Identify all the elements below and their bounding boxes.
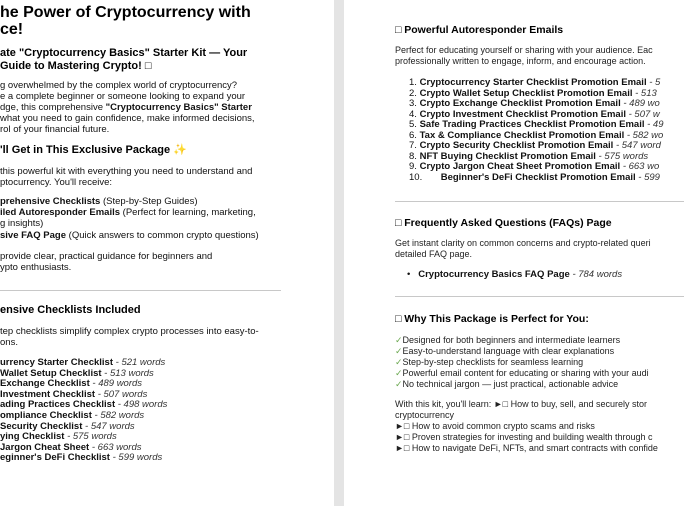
check-icon: ✓: [395, 335, 403, 345]
learn-line: With this kit, you'll learn: ►□ How to buy, sell, and securely stor: [395, 399, 647, 409]
document-page-right: [344, 0, 684, 506]
page-gap: [334, 0, 344, 506]
checklist-item: ading Practices Checklist - 498 words: [0, 399, 168, 411]
why-item: ✓Easy-to-understand language with clear explanations: [395, 346, 615, 356]
checklist-item: eginner's DeFi Checklist - 599 words: [0, 452, 163, 464]
page-title-line-2: ce!: [0, 21, 24, 38]
email-item: 5. Safe Trading Practices Checklist Promotion Email - 49: [409, 119, 664, 130]
receive-item: g insights): [0, 218, 44, 229]
subtitle-line-2: Guide to Mastering Crypto! □: [0, 60, 152, 72]
page-title-line-1: he Power of Cryptocurrency with: [0, 4, 251, 21]
check-icon: ✓: [395, 346, 403, 356]
learn-line: ►□ How to avoid common crypto scams and risks: [395, 421, 595, 431]
email-item: 6. Tax & Compliance Checklist Promotion Email - 582 wo: [409, 129, 664, 141]
intro-bold-product: "Cryptocurrency Basics" Starter: [105, 102, 252, 113]
why-item: ✓Designed for both beginners and intermediate learners: [395, 335, 621, 345]
checklists-intro-line-1: tep checklists simplify complex crypto processes into easy-to-: [0, 326, 259, 337]
learn-line: ►□ How to navigate DeFi, NFTs, and smart contracts with confide: [395, 443, 658, 453]
document-page-left: [0, 0, 334, 506]
email-item: 3. Crypto Exchange Checklist Promotion Email - 489 wo: [409, 98, 660, 109]
package-intro-line-1: this powerful kit with everything you need to understand and: [0, 166, 253, 177]
emails-intro-line-2: professionally written to engage, inform, and encourage action.: [395, 56, 646, 66]
faq-intro-line-1: Get instant clarity on common concerns and crypto-related queri: [395, 238, 651, 248]
checklist-item: Exchange Checklist - 489 words: [0, 378, 143, 390]
email-item: 9. Crypto Jargon Cheat Sheet Promotion Email - 663 wo: [409, 161, 660, 172]
why-item: ✓Powerful email content for educating or sharing with your audi: [395, 368, 649, 378]
learn-line: ►□ Proven strategies for investing and building wealth through c: [395, 432, 653, 442]
section-divider: [0, 290, 281, 291]
closing-line-1: provide clear, practical guidance for beginners and: [0, 251, 213, 262]
email-item: 1. Cryptocurrency Starter Checklist Promotion Email - 5: [409, 77, 661, 88]
emails-heading: □ Powerful Autoresponder Emails: [395, 24, 564, 36]
intro-line-4: what you need to gain confidence, make informed decisions,: [0, 113, 255, 124]
faq-intro-line-2: detailed FAQ page.: [395, 249, 473, 259]
section-divider: [395, 296, 684, 297]
email-item: 2. Crypto Wallet Setup Checklist Promotion Email - 513: [409, 87, 657, 99]
intro-line-1: g overwhelmed by the complex world of cryptocurrency?: [0, 80, 238, 91]
emails-intro-line-1: Perfect for educating yourself or sharing with your audience. Eac: [395, 45, 653, 55]
email-item: 10. Beginner's DeFi Checklist Promotion Email - 599: [409, 171, 660, 183]
why-item: ✓No technical jargon — just practical, actionable advice: [395, 379, 619, 389]
section-divider: [395, 201, 684, 202]
check-icon: ✓: [395, 368, 403, 378]
package-intro-line-2: ptocurrency. You'll receive:: [0, 177, 113, 188]
subtitle-line-1: ate "Cryptocurrency Basics" Starter Kit — Your: [0, 47, 248, 59]
checklist-item: Security Checklist - 547 words: [0, 420, 135, 432]
email-item: 8. NFT Buying Checklist Promotion Email - 575 words: [409, 150, 649, 162]
learn-line: cryptocurrency: [395, 410, 455, 420]
intro-line-2: e a complete beginner or someone looking to expand your: [0, 91, 246, 102]
intro-line-5: rol of your financial future.: [0, 124, 110, 135]
package-heading: 'll Get in This Exclusive Package ✨: [0, 144, 187, 156]
receive-item: prehensive Checklists (Step-by-Step Guides): [0, 196, 198, 207]
check-icon: ✓: [395, 379, 403, 389]
why-item: ✓Step-by-step checklists for seamless learning: [395, 357, 584, 367]
checklist-item: ompliance Checklist - 582 words: [0, 410, 145, 421]
intro-line-3: dge, this comprehensive "Cryptocurrency Basics" Starter: [0, 102, 252, 113]
receive-item: iled Autoresponder Emails (Perfect for learning, marketing,: [0, 207, 256, 218]
email-item: 7. Crypto Security Checklist Promotion Email - 547 word: [409, 140, 661, 151]
checklist-item: urrency Starter Checklist - 521 words: [0, 357, 166, 368]
closing-line-2: ypto enthusiasts.: [0, 262, 72, 273]
receive-item: sive FAQ Page (Quick answers to common crypto questions): [0, 230, 259, 241]
why-heading: □ Why This Package is Perfect for You:: [395, 313, 589, 325]
checklists-intro-line-2: ons.: [0, 337, 18, 348]
email-item: 4. Crypto Investment Checklist Promotion Email - 507 w: [409, 108, 660, 120]
faq-heading: □ Frequently Asked Questions (FAQs) Page: [395, 217, 612, 229]
checklist-item: Investment Checklist - 507 words: [0, 388, 148, 400]
checklist-item: Wallet Setup Checklist - 513 words: [0, 367, 154, 379]
faq-item: • Cryptocurrency Basics FAQ Page - 784 words: [407, 269, 623, 280]
checklists-heading: ensive Checklists Included: [0, 304, 141, 316]
checklist-item: ying Checklist - 575 words: [0, 431, 117, 443]
checklist-item: Jargon Cheat Sheet - 663 words: [0, 441, 142, 453]
check-icon: ✓: [395, 357, 403, 367]
